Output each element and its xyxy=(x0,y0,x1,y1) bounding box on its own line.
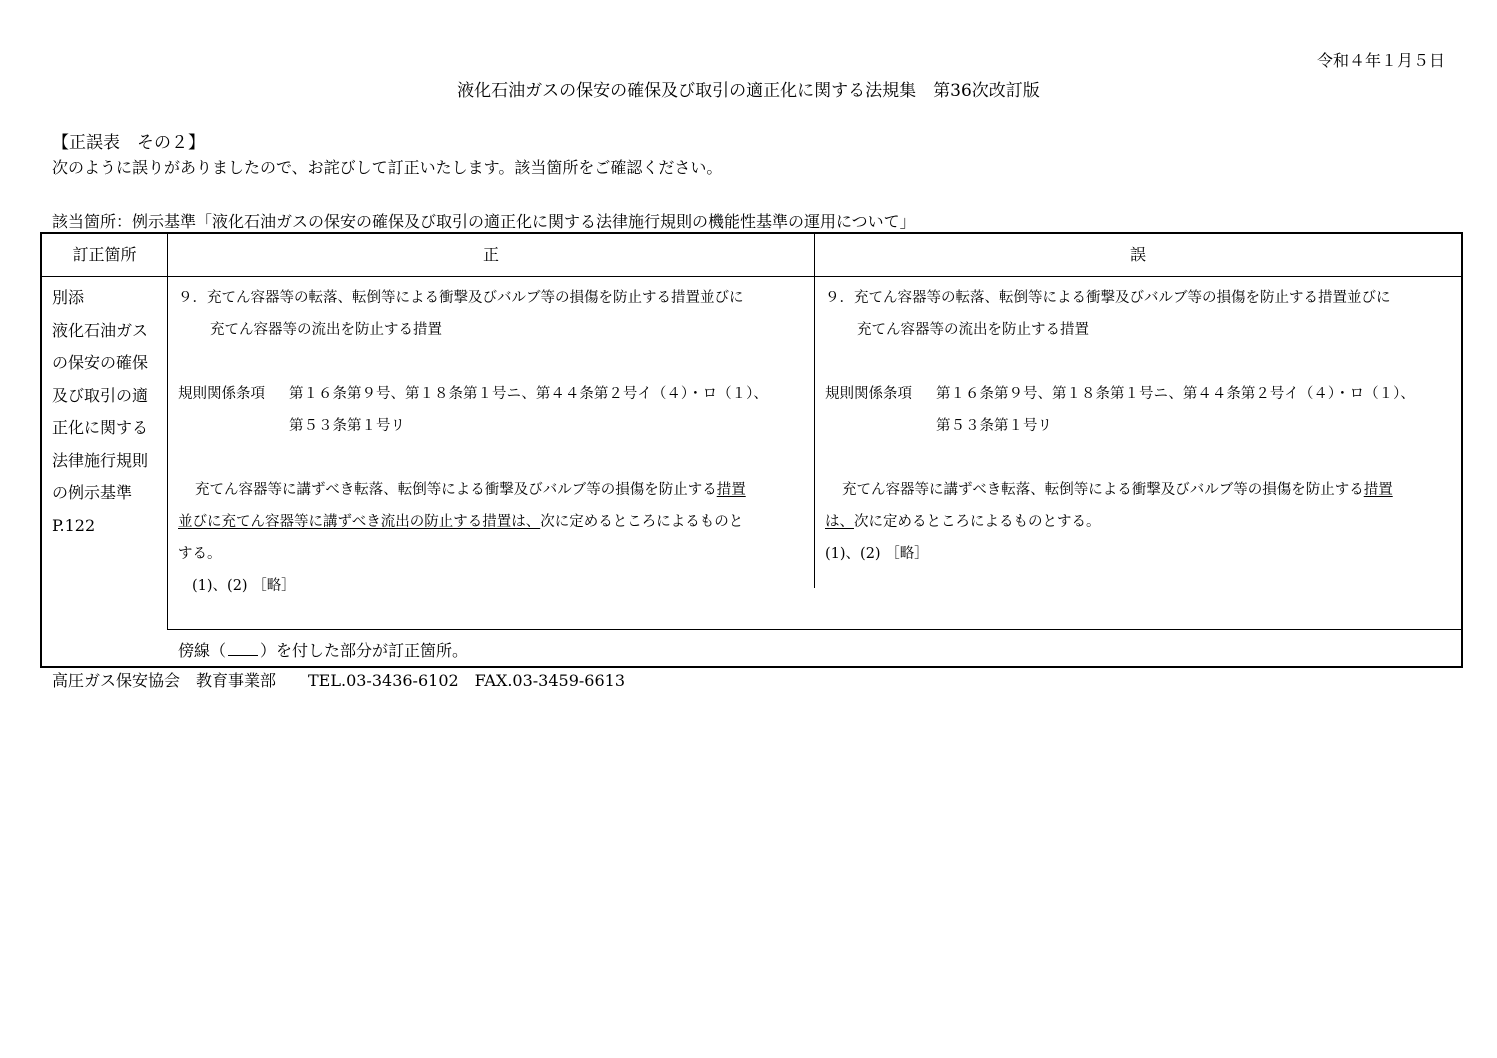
wrong-body-line xyxy=(842,478,1393,499)
header-wrong: 誤 xyxy=(1129,245,1146,264)
correct-body-line: する。 xyxy=(178,546,222,562)
wrong-body-line xyxy=(825,510,1101,531)
correct-underlined-text: 措置 xyxy=(716,482,746,498)
correct-body-line xyxy=(178,510,743,531)
wrong-rules-label: 規則関係条項 xyxy=(825,386,912,402)
location-text: 該当箇所：例示基準「液化石油ガスの保安の確保及び取引の適正化に関する法律施行規則の機能性基準の運用について」 xyxy=(52,212,916,231)
underline-sample xyxy=(228,643,258,656)
wrong-item-line: ９．充てん容器等の転落、転倒等による衝撃及びバルブ等の損傷を防止する措置並びに xyxy=(825,290,1391,306)
place-line: 及び取引の適 xyxy=(52,385,149,405)
note-text: 傍線（ xyxy=(178,641,227,660)
place-line: の例示基準 xyxy=(52,483,133,502)
place-line: 液化石油ガス xyxy=(52,320,149,340)
wrong-rules-line: 第５３条第１号リ xyxy=(936,418,1052,434)
document-title: 液化石油ガスの保安の確保及び取引の適正化に関する法規集 第36次改訂版 xyxy=(457,81,1040,101)
intro-text: 次のように誤りがありましたので、お詫びして訂正いたします。該当箇所をご確認ください。 xyxy=(52,158,723,177)
header-correct: 正 xyxy=(482,245,499,264)
wrong-cell xyxy=(815,277,1461,629)
note-divider xyxy=(167,629,1461,630)
place-line: 別添 xyxy=(52,288,85,307)
header-place: 訂正箇所 xyxy=(72,245,137,264)
correct-rules-label: 規則関係条項 xyxy=(178,386,265,402)
correct-rules-line: 第１６条第９号、第１８条第１号ニ、第４４条第２号イ（４）・ロ（１）、 xyxy=(289,386,768,402)
contact-info: 高圧ガス保安協会 教育事業部 TEL.03-3436-6102 FAX.03-3459-6613 xyxy=(52,671,626,690)
place-line: 正化に関する xyxy=(52,418,149,437)
wrong-underlined-text: は、 xyxy=(825,514,854,530)
wrong-underlined-text: 措置 xyxy=(1363,482,1393,498)
place-line: の保安の確保 xyxy=(52,353,149,372)
wrong-item-line: 充てん容器等の流出を防止する措置 xyxy=(857,322,1089,338)
correct-omitted: (1)、(2) ［略］ xyxy=(192,578,296,594)
correct-cell xyxy=(168,277,814,629)
wrong-rules-line: 第１６条第９号、第１８条第１号ニ、第４４条第２号イ（４）・ロ（１）、 xyxy=(936,386,1415,402)
place-line: P.122 xyxy=(52,515,96,535)
errata-heading: 【正誤表 その２】 xyxy=(52,133,205,153)
correct-rules-line: 第５３条第１号リ xyxy=(289,418,405,434)
correct-item-line: ９．充てん容器等の転落、転倒等による衝撃及びバルブ等の損傷を防止する措置並びに xyxy=(178,290,744,306)
underline-note xyxy=(178,638,468,661)
wrong-omitted: (1)、(2) ［略］ xyxy=(825,546,929,562)
correction-place xyxy=(52,282,168,542)
correct-body-line xyxy=(195,478,746,499)
place-line: 法律施行規則 xyxy=(52,450,149,470)
errata-table xyxy=(40,232,1463,668)
correct-body-text: 次に定めるところによるものと xyxy=(540,514,744,530)
wrong-body-text: 充てん容器等に講ずべき転落、転倒等による衝撃及びバルブ等の損傷を防止する xyxy=(842,482,1364,498)
wrong-body-text: 次に定めるところによるものとする。 xyxy=(854,514,1101,530)
correct-item-line: 充てん容器等の流出を防止する措置 xyxy=(210,322,442,338)
correct-underlined-text: 並びに充てん容器等に講ずべき流出の防止する措置は、 xyxy=(178,514,541,530)
correct-body-text: 充てん容器等に講ずべき転落、転倒等による衝撃及びバルブ等の損傷を防止する xyxy=(195,482,717,498)
document-date: 令和４年１月５日 xyxy=(1316,51,1445,70)
note-text: ）を付した部分が訂正箇所。 xyxy=(260,641,469,660)
